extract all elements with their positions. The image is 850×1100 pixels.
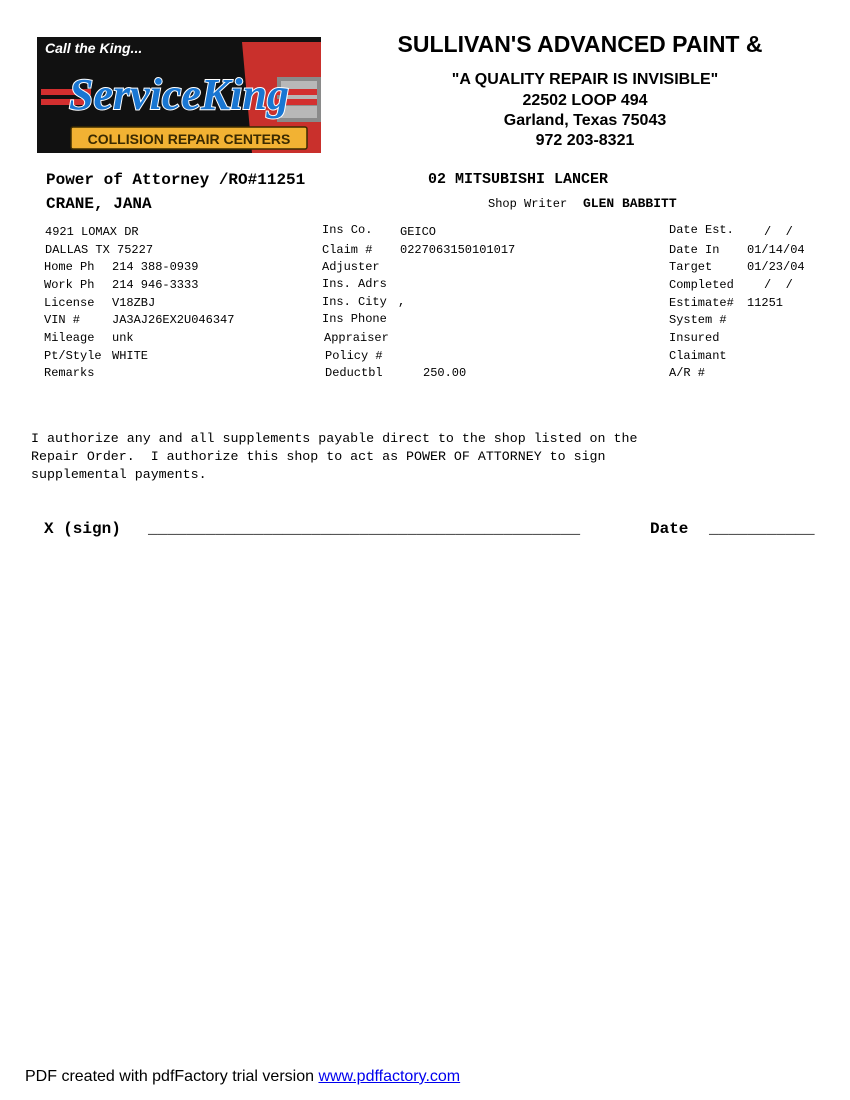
completed-label: Completed: [669, 278, 734, 292]
footer-text: PDF created with pdfFactory trial version: [25, 1068, 319, 1085]
date-in: 01/14/04: [747, 243, 805, 257]
shop-phone: 972 203-8321: [535, 132, 635, 149]
claim-number: 0227063150101017: [400, 243, 516, 257]
authorization-line-2: Repair Order. I authorize this shop to act as POWER OF ATTORNEY to sign: [31, 449, 606, 464]
deductible: 250.00: [423, 366, 467, 380]
logo-brand: ServiceKing: [69, 70, 289, 119]
shop-motto: "A QUALITY REPAIR IS INVISIBLE": [451, 71, 719, 88]
ar-label: A/R #: [669, 366, 706, 380]
service-king-logo: [37, 37, 321, 153]
vin: JA3AJ26EX2U046347: [112, 313, 235, 327]
signature-line[interactable]: _____________________________________________: [148, 520, 581, 538]
address-line-1: 4921 LOMAX DR: [45, 225, 139, 239]
system-label: System #: [669, 313, 727, 327]
date-label: Date: [650, 520, 689, 538]
shop-street: 22502 LOOP 494: [522, 92, 648, 109]
address-line-2: DALLAS TX 75227: [45, 243, 154, 257]
adjuster-label: Adjuster: [322, 260, 380, 274]
mileage-label: Mileage: [44, 331, 95, 345]
document-title: Power of Attorney /RO#11251: [46, 171, 306, 189]
ins-phone-label: Ins Phone: [322, 312, 387, 326]
claim-label: Claim #: [322, 243, 373, 257]
ins-adrs-label: Ins. Adrs: [322, 277, 387, 291]
mileage: unk: [112, 331, 134, 345]
ins-city-label: Ins. City: [322, 295, 387, 309]
completed-date: / /: [764, 278, 793, 292]
pt-style-label: Pt/Style: [44, 349, 102, 363]
insured-label: Insured: [669, 331, 720, 345]
target-label: Target: [669, 260, 713, 274]
deductible-label: Deductbl: [325, 366, 383, 380]
shop-name: SULLIVAN'S ADVANCED PAINT &: [397, 31, 763, 57]
policy-label: Policy #: [325, 349, 383, 363]
shop-writer-label: Shop Writer: [488, 197, 568, 211]
authorization-line-1: I authorize any and all supplements payable direct to the shop listed on the: [31, 431, 638, 446]
vehicle: 02 MITSUBISHI LANCER: [428, 171, 609, 188]
estimate-number: 11251: [747, 296, 784, 310]
home-phone: 214 388-0939: [112, 260, 199, 274]
license: V18ZBJ: [112, 296, 156, 310]
logo-tagline: Call the King...: [45, 40, 143, 56]
shop-writer: GLEN BABBITT: [583, 196, 677, 211]
home-phone-label: Home Ph: [44, 260, 95, 274]
claimant-label: Claimant: [669, 349, 727, 363]
authorization-line-3: supplemental payments.: [31, 467, 207, 482]
work-phone-label: Work Ph: [44, 278, 95, 292]
pdffactory-link[interactable]: www.pdffactory.com: [318, 1068, 461, 1085]
ins-co-label: Ins Co.: [322, 223, 373, 237]
date-in-label: Date In: [669, 243, 720, 257]
ins-city: ,: [398, 295, 406, 309]
vin-label: VIN #: [44, 313, 81, 327]
logo-subtitle: COLLISION REPAIR CENTERS: [87, 131, 291, 147]
customer-name: CRANE, JANA: [46, 195, 152, 213]
ins-co: GEICO: [400, 225, 437, 239]
pdf-footer: [25, 1068, 460, 1086]
date-line[interactable]: ___________: [709, 520, 815, 538]
shop-city: Garland, Texas 75043: [503, 112, 667, 129]
date-est-label: Date Est.: [669, 223, 734, 237]
date-est: / /: [764, 225, 793, 239]
work-phone: 214 946-3333: [112, 278, 199, 292]
license-label: License: [44, 296, 95, 310]
target-date: 01/23/04: [747, 260, 805, 274]
estimate-label: Estimate#: [669, 296, 734, 310]
remarks-label: Remarks: [44, 366, 95, 380]
pt-style: WHITE: [112, 349, 149, 363]
sign-label: X (sign): [44, 520, 121, 538]
appraiser-label: Appraiser: [324, 331, 389, 345]
